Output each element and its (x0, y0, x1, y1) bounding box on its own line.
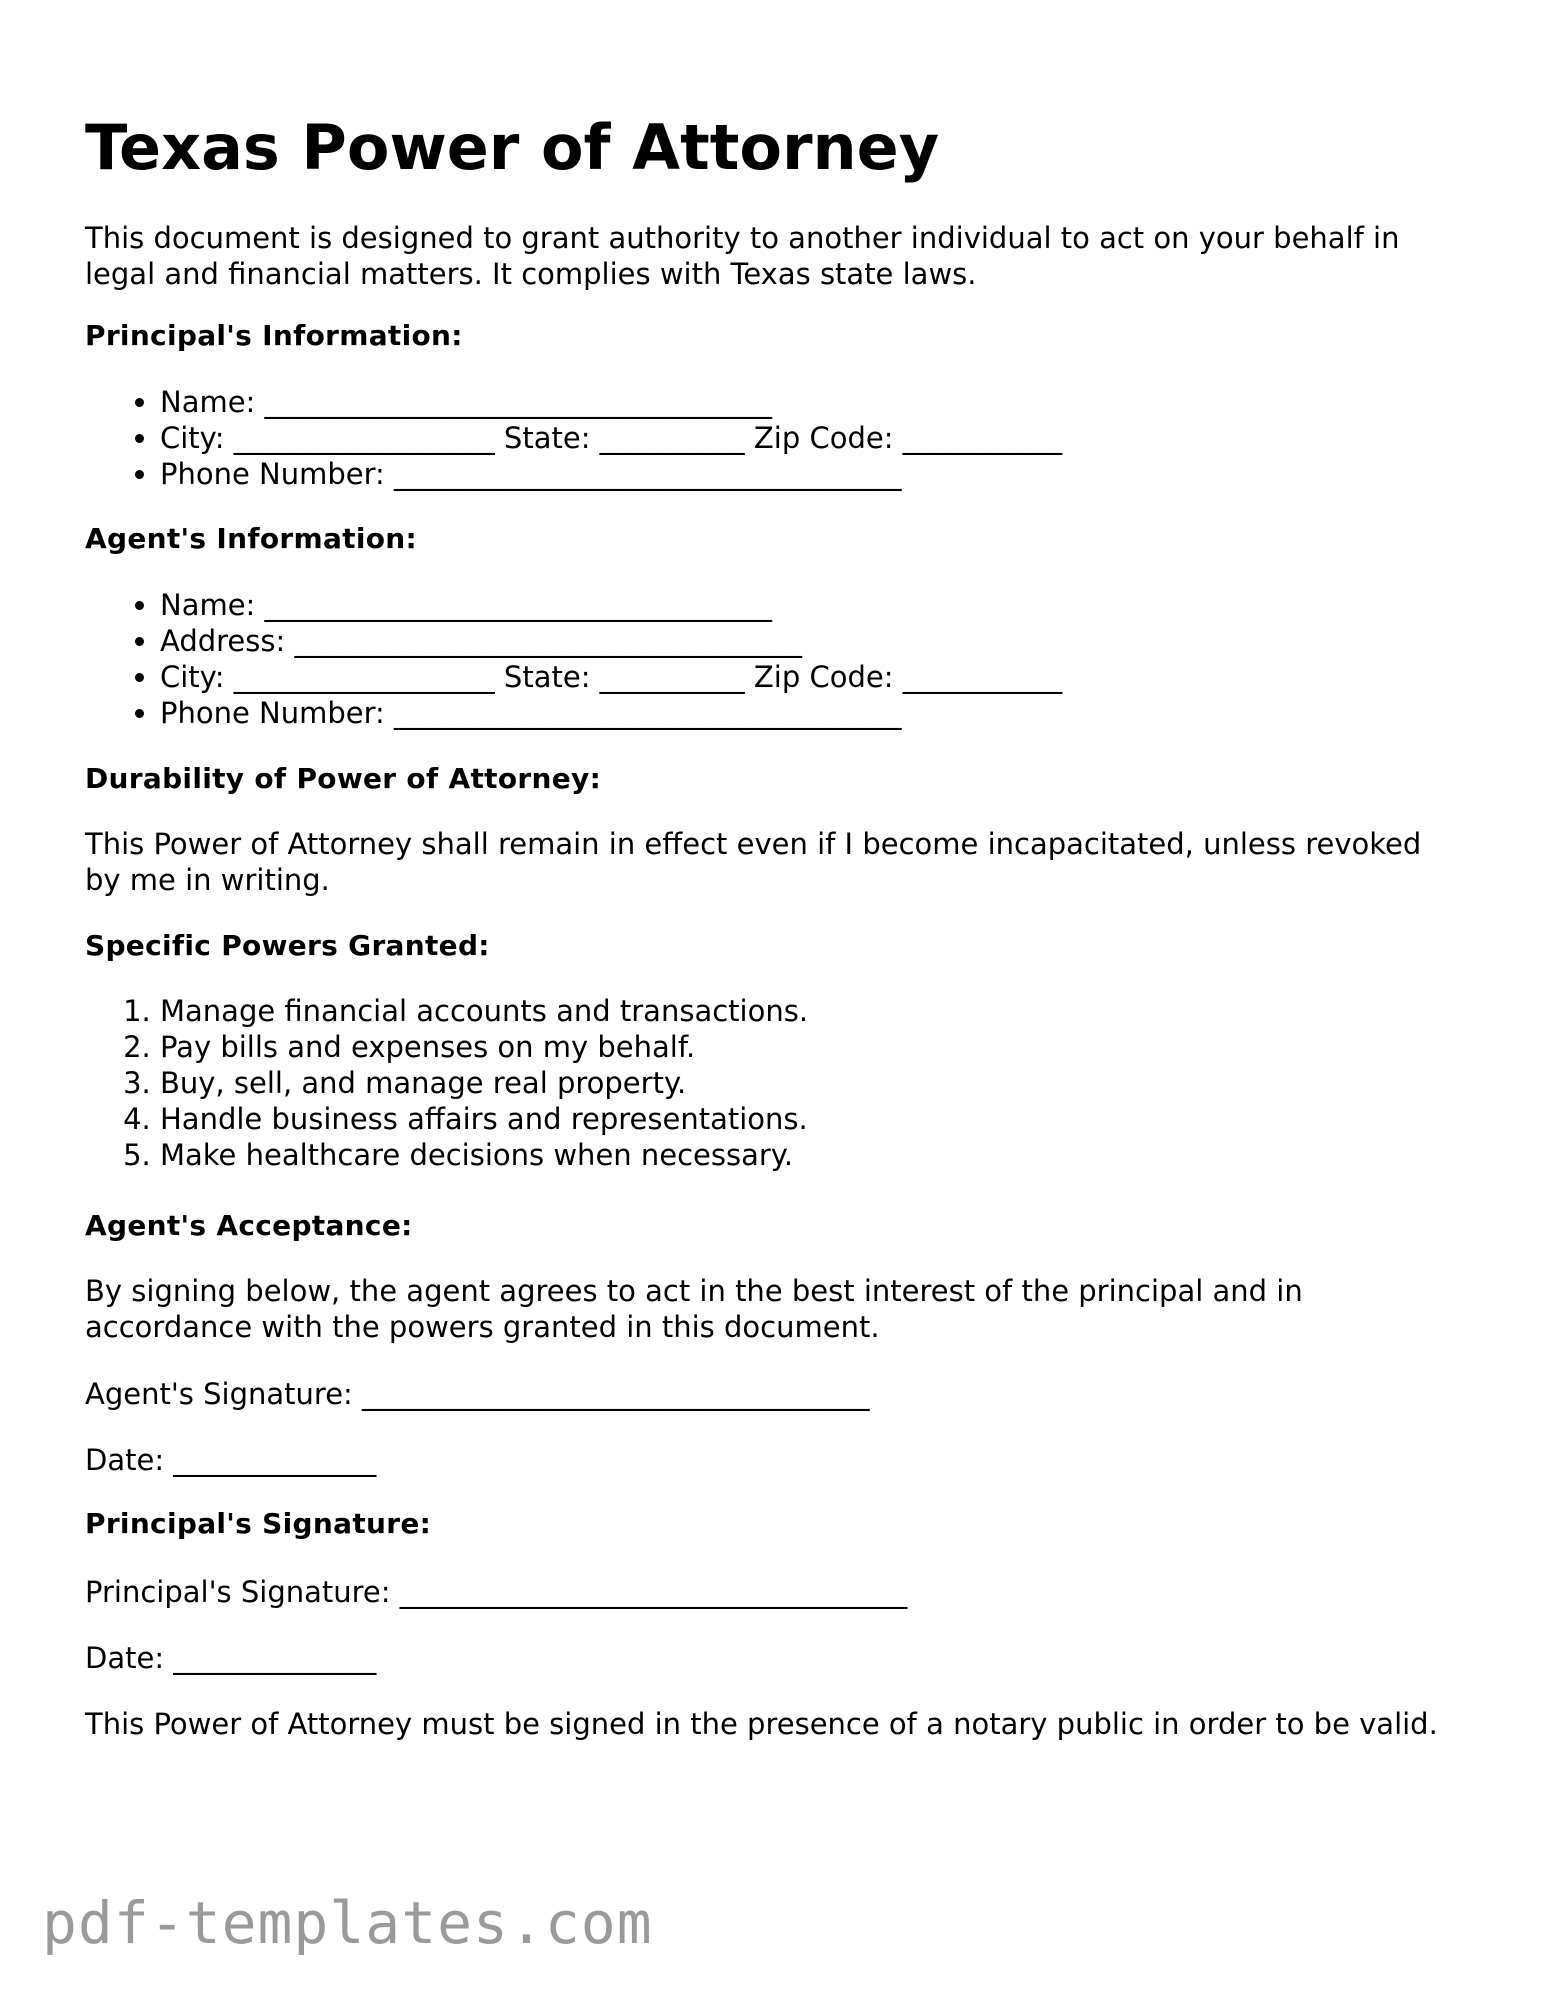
principal-signature-line[interactable]: Principal's Signature: ___________________________________ (85, 1575, 908, 1609)
agent-address-field[interactable]: • Address: ___________________________________ (160, 623, 1062, 659)
principal-signature-heading: Principal's Signature: (85, 1507, 432, 1540)
agent-info-list (85, 587, 1062, 731)
watermark-logo: pdf-templates.com (42, 1889, 653, 1957)
notary-note: This Power of Attorney must be signed in the presence of a notary public in order to be valid. (85, 1707, 1438, 1741)
agent-signature-line[interactable]: Agent's Signature: ___________________________________ (85, 1377, 870, 1411)
principal-info-list (85, 384, 1062, 492)
power-item: 4. Handle business affairs and representations. (160, 1101, 808, 1137)
agent-info-heading: Agent's Information: (85, 522, 418, 555)
power-item: 1. Manage financial accounts and transactions. (160, 993, 808, 1029)
agent-acceptance-heading: Agent's Acceptance: (85, 1209, 413, 1242)
intro-paragraph: This document is designed to grant authority to another individual to act on your behalf in legal and financial matters. It complies with Texas state laws. (85, 221, 1400, 291)
power-item: 5. Make healthcare decisions when necessary. (160, 1137, 808, 1173)
durability-paragraph: This Power of Attorney shall remain in effect even if I become incapacitated, unless revoked by me in writing. (85, 827, 1422, 897)
power-item: 3. Buy, sell, and manage real property. (160, 1065, 808, 1101)
powers-list (85, 993, 808, 1173)
agent-phone-field[interactable]: • Phone Number: ___________________________________ (160, 695, 1062, 731)
powers-heading: Specific Powers Granted: (85, 929, 490, 962)
agent-acceptance-paragraph: By signing below, the agent agrees to act in the best interest of the principal and in accordance with the powers granted in this document. (85, 1274, 1303, 1344)
principal-city-state-zip-field[interactable]: • City: __________________ State: __________ Zip Code: ___________ (160, 420, 1062, 456)
document-title: Texas Power of Attorney (85, 111, 940, 184)
principal-phone-field[interactable]: • Phone Number: ___________________________________ (160, 456, 1062, 492)
agent-date-line[interactable]: Date: ______________ (85, 1443, 377, 1477)
agent-city-state-zip-field[interactable]: • City: __________________ State: __________ Zip Code: ___________ (160, 659, 1062, 695)
agent-name-field[interactable]: • Name: ___________________________________ (160, 587, 1062, 623)
power-item: 2. Pay bills and expenses on my behalf. (160, 1029, 808, 1065)
principal-date-line[interactable]: Date: ______________ (85, 1641, 377, 1675)
principal-name-field[interactable]: • Name: ___________________________________ (160, 384, 1062, 420)
durability-heading: Durability of Power of Attorney: (85, 762, 602, 795)
principal-info-heading: Principal's Information: (85, 319, 463, 352)
